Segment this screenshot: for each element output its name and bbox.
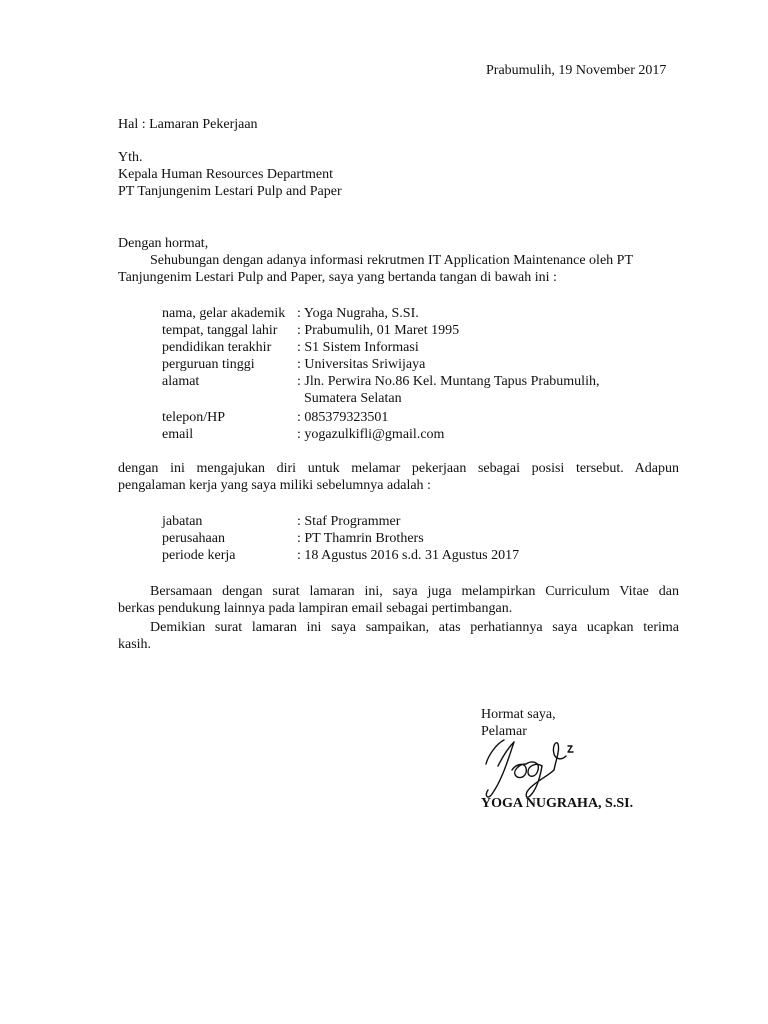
closing-1-line-1: Bersamaan dengan surat lamaran ini, saya juga melampirkan Curriculum Vitae dan (150, 584, 679, 599)
experience-value: : 18 Agustus 2016 s.d. 31 Agustus 2017 (297, 548, 520, 563)
handwritten-signature (478, 730, 578, 802)
intro-line-2: Tanjungenim Lestari Pulp and Paper, saya yang bertanda tangan di bawah ini : (118, 270, 557, 285)
signer-role: Pelamar (481, 724, 527, 739)
info-label: telepon/HP (162, 410, 225, 425)
recipient-line-2: PT Tanjungenim Lestari Pulp and Paper (118, 184, 342, 199)
info-row (162, 373, 599, 390)
signer-name: YOGA NUGRAHA, S.SI. (481, 796, 634, 811)
info-label: tempat, tanggal lahir (162, 323, 278, 338)
experience-row (162, 547, 519, 564)
body-line-1: dengan ini mengajukan diri untuk melamar pekerjaan sebagai posisi tersebut. Adapun (118, 461, 679, 476)
experience-row (162, 530, 424, 547)
experience-row (162, 513, 400, 530)
info-label: perguruan tinggi (162, 357, 255, 372)
recipient-salutation: Yth. (118, 150, 143, 165)
experience-label: jabatan (162, 514, 203, 529)
info-label: pendidikan terakhir (162, 340, 272, 355)
info-value: : 085379323501 (297, 410, 389, 425)
recipient-line-1: Kepala Human Resources Department (118, 167, 333, 182)
experience-value: : Staf Programmer (297, 514, 401, 529)
info-row (162, 305, 419, 322)
info-value: : Yoga Nugraha, S.SI. (297, 306, 419, 321)
info-row (162, 339, 419, 356)
info-value: : Prabumulih, 01 Maret 1995 (297, 323, 460, 338)
info-row (162, 426, 444, 443)
info-label: alamat (162, 374, 200, 389)
info-row (162, 322, 459, 339)
experience-value: : PT Thamrin Brothers (297, 531, 424, 546)
closing-2-line-1: Demikian surat lamaran ini saya sampaikan, atas perhatiannya saya ucapkan terima (150, 620, 679, 635)
info-value: Sumatera Selatan (297, 391, 402, 406)
info-row (162, 356, 425, 373)
info-label: nama, gelar akademik (162, 306, 286, 321)
info-value: : Universitas Sriwijaya (297, 357, 426, 372)
info-label: email (162, 427, 194, 442)
closing-1-line-2: berkas pendukung lainnya pada lampiran email sebagai pertimbangan. (118, 601, 513, 616)
info-row (162, 390, 402, 407)
subject-line: Hal : Lamaran Pekerjaan (118, 117, 258, 132)
info-row (162, 409, 388, 426)
experience-label: periode kerja (162, 548, 236, 563)
place-date: Prabumulih, 19 November 2017 (486, 63, 667, 78)
closing-2-line-2: kasih. (118, 637, 152, 652)
info-value: : Jln. Perwira No.86 Kel. Muntang Tapus Prabumulih, (297, 374, 600, 389)
experience-label: perusahaan (162, 531, 225, 546)
info-value: : S1 Sistem Informasi (297, 340, 419, 355)
sign-off: Hormat saya, (481, 707, 556, 722)
intro-line-1: Sehubungan dengan adanya informasi rekrutmen IT Application Maintenance oleh PT (150, 253, 633, 268)
body-line-2: pengalaman kerja yang saya miliki sebelumnya adalah : (118, 478, 431, 493)
greeting: Dengan hormat, (118, 236, 209, 251)
info-value: : yogazulkifli@gmail.com (297, 427, 445, 442)
